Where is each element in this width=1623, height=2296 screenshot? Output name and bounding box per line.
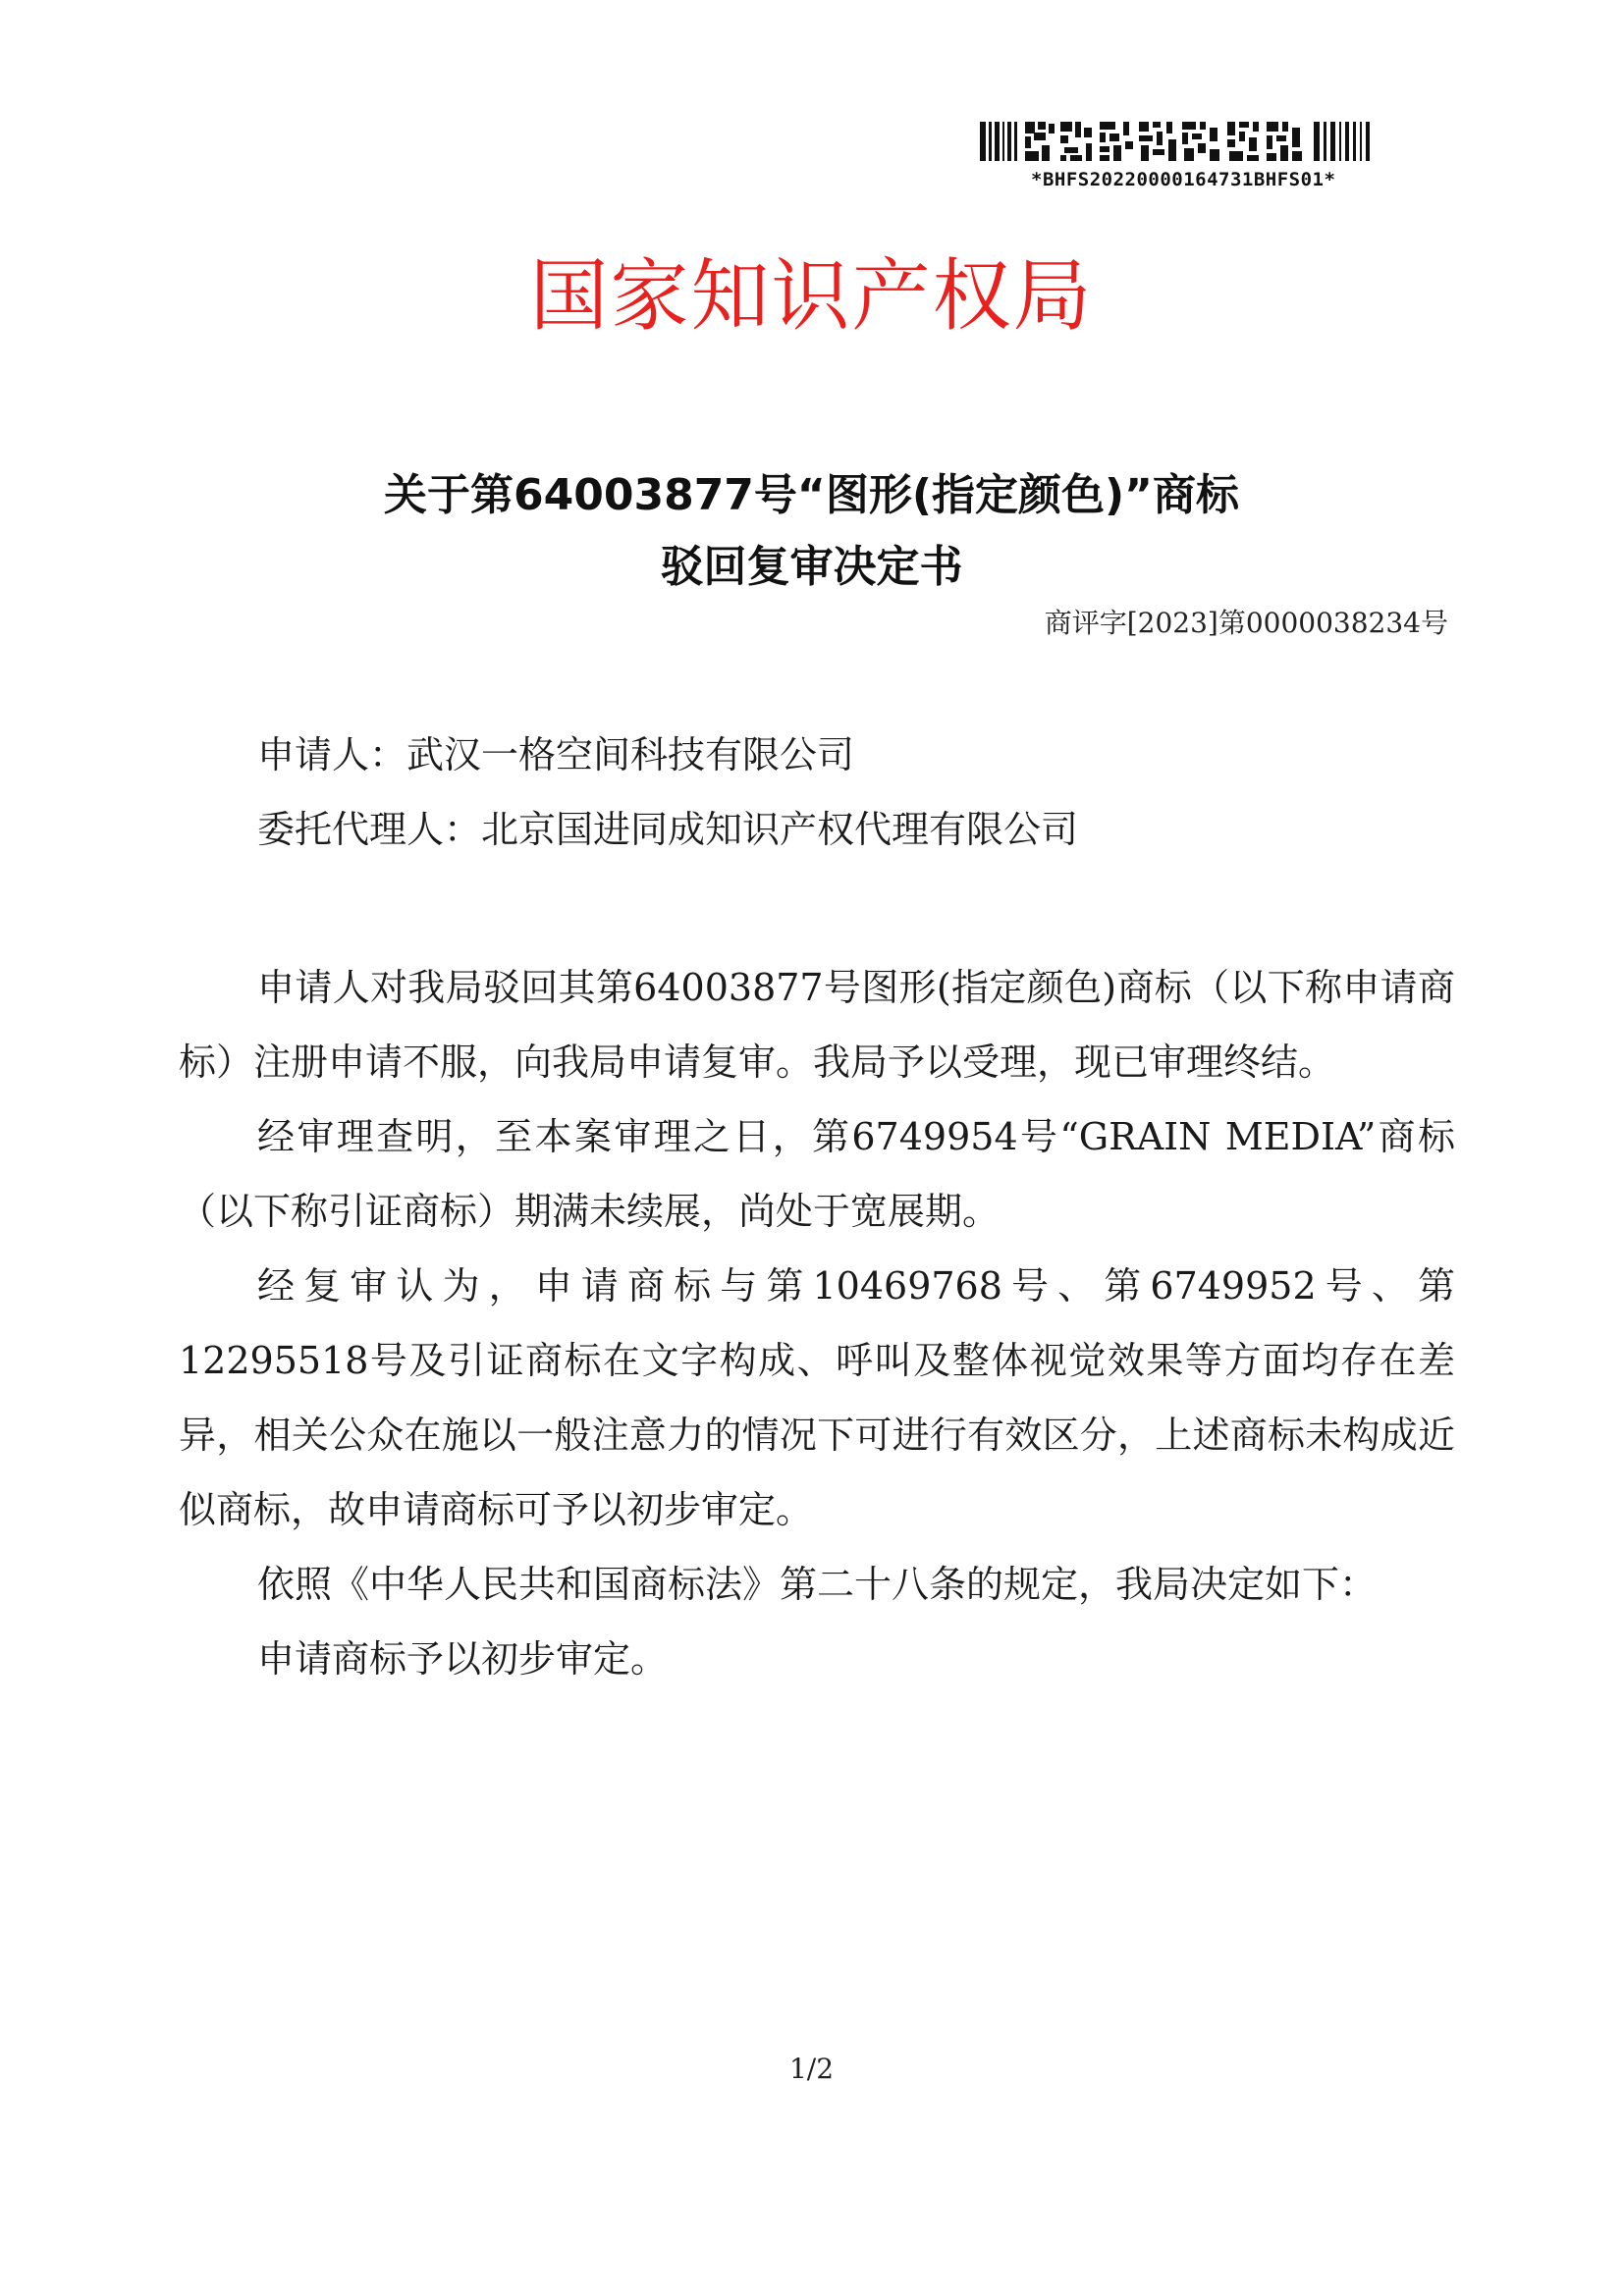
issuing-agency-title: 国家知识产权局 [529, 250, 1094, 342]
agent-line: 委托代理人：北京国进同成知识产权代理有限公司 [257, 808, 1079, 851]
decision-reference-number: 商评字[2023]第0000038234号 [1044, 607, 1448, 639]
decision-body [179, 950, 1455, 1696]
barcode-text: *BHFS20220000164731BHFS01* [1031, 169, 1336, 190]
body-paragraph: 依照《中华人民共和国商标法》第二十八条的规定，我局决定如下： [257, 1563, 1378, 1606]
body-paragraph: 经审理查明，至本案审理之日，第6749954号“GRAIN MEDIA”商标（以下称引证商标）期满未续展，尚处于宽展期。 [179, 1115, 1455, 1233]
body-paragraph: 申请商标予以初步审定。 [257, 1637, 669, 1681]
applicant-line: 申请人：武汉一格空间科技有限公司 [257, 733, 855, 776]
body-paragraph: 经复审认为，申请商标与第10469768号、第6749952号、第12295518号及引证商标在文字构成、呼叫及整体视觉效果等方面均存在差异，相关公众在施以一般注意力的情况下可进行有效区分，上述商标未构成近似商标，故申请商标可予以初步审定。 [179, 1264, 1455, 1531]
page-number: 1/2 [788, 2053, 835, 2085]
document-title-line-2: 驳回复审决定书 [660, 542, 963, 592]
body-paragraph: 申请人对我局驳回其第64003877号图形(指定颜色)商标（以下称申请商标）注册申请不服，向我局申请复审。我局予以受理，现已审理终结。 [179, 966, 1455, 1084]
barcode [980, 120, 1392, 196]
document-title-line-1: 关于第64003877号“图形(指定颜色)”商标 [384, 470, 1239, 520]
barcode-graphic [980, 120, 1384, 165]
